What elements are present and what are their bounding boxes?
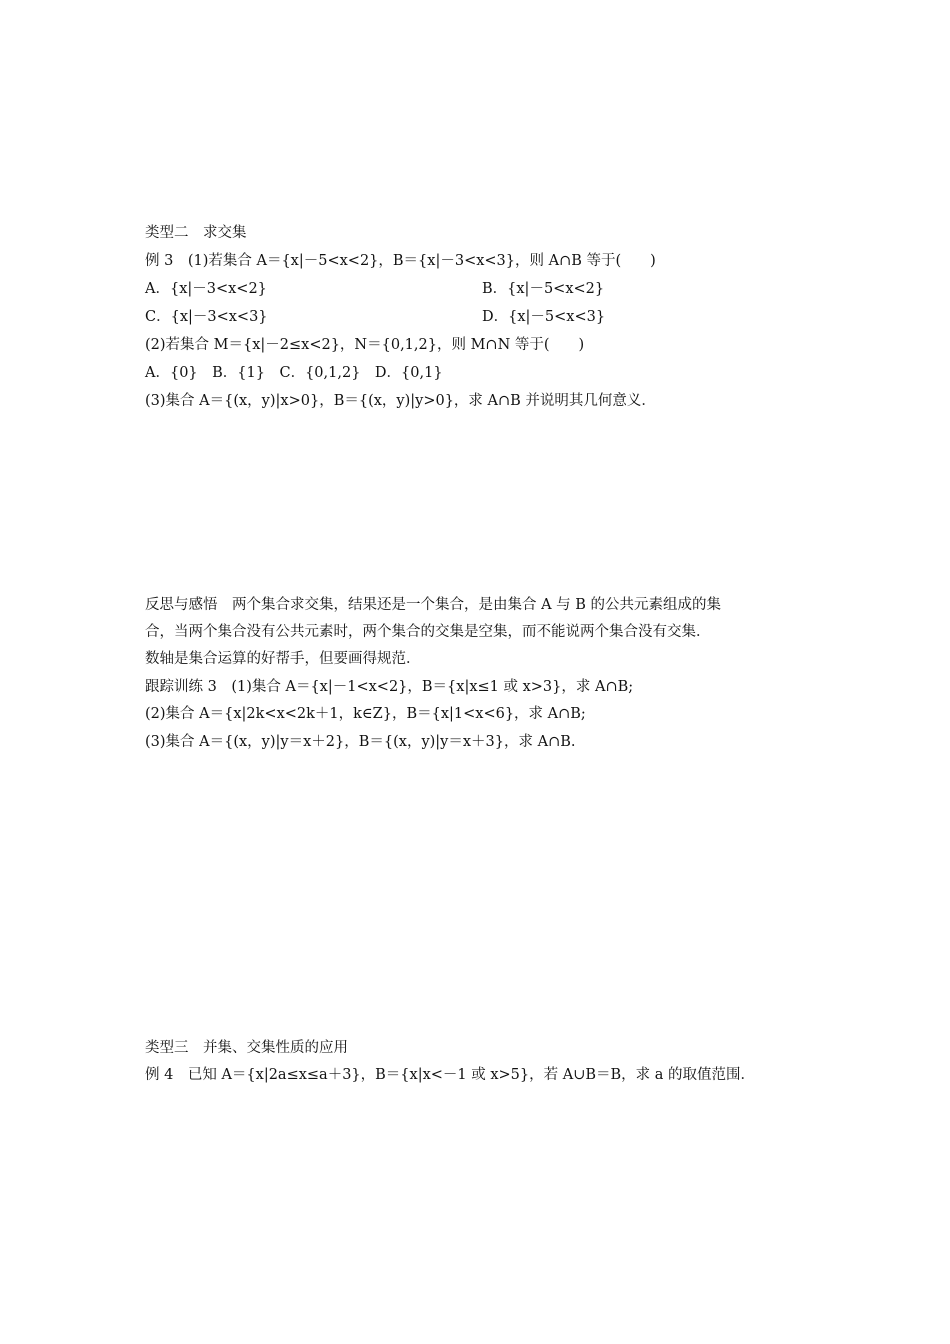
example3-question2: (2)若集合 M＝{x|－2≤x<2}，N＝{0,1,2}，则 M∩N 等于( ) (145, 337, 585, 353)
option-d: D．{x|－5<x<3} (482, 309, 606, 325)
reflection-line2: 合，当两个集合没有公共元素时，两个集合的交集是空集，而不能说两个集合没有交集． (145, 624, 711, 640)
example3-question1: 例 3 (1)若集合 A＝{x|－5<x<2}，B＝{x|－3<x<3}，则 A∩B 等于( ) (145, 253, 656, 269)
section2-heading: 类型二 求交集 (145, 225, 247, 241)
option-b: B．{x|－5<x<2} (482, 281, 605, 297)
option-c: C．{x|－3<x<3} (145, 309, 268, 325)
example3-question2-options: A．{0} B．{1} C．{0,1,2} D．{0,1} (145, 365, 443, 381)
training3-line1: 跟踪训练 3 (1)集合 A＝{x|－1<x<2}，B＝{x|x≤1 或 x>3}，求 A∩B; (145, 679, 634, 695)
example3-question3: (3)集合 A＝{(x，y)|x>0}，B＝{(x，y)|y>0}，求 A∩B 并说明其几何意义． (145, 393, 656, 409)
option-a: A．{x|－3<x<2} (145, 281, 267, 297)
reflection-line3: 数轴是集合运算的好帮手，但要画得规范． (145, 651, 421, 667)
reflection-line1: 反思与感悟 两个集合求交集，结果还是一个集合，是由集合 A 与 B 的公共元素组成的集 (145, 597, 722, 613)
training3-line2: (2)集合 A＝{x|2k<x<2k＋1，k∈Z}，B＝{x|1<x<6}，求 A∩B; (145, 706, 586, 722)
training3-line3: (3)集合 A＝{(x，y)|y＝x＋2}，B＝{(x，y)|y＝x＋3}，求 A∩B. (145, 734, 576, 750)
section3-heading: 类型三 并集、交集性质的应用 (145, 1040, 348, 1056)
example4-question: 例 4 已知 A＝{x|2a≤x≤a＋3}，B＝{x|x<－1 或 x>5}，若 A∪B＝B，求 a 的取值范围． (145, 1067, 756, 1083)
